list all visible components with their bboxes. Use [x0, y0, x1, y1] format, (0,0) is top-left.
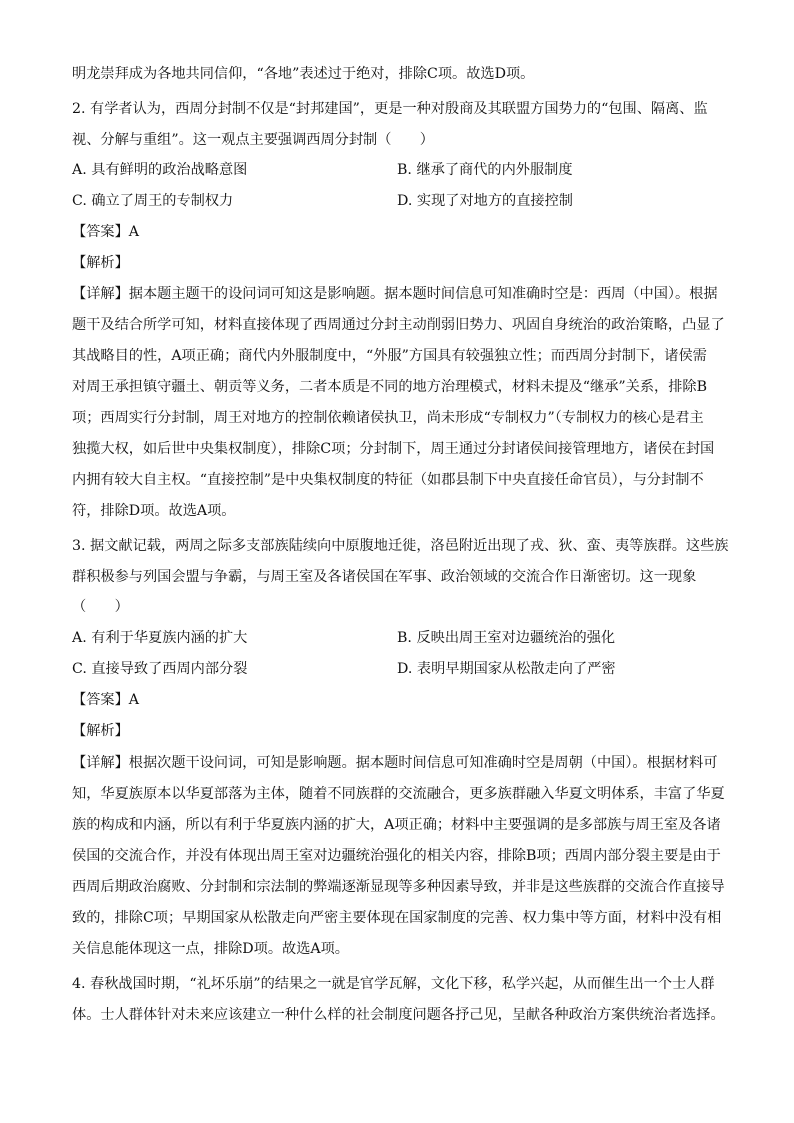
- q3-detail-line-3: 族的构成和内涵，所以有利于华夏族内涵的扩大，A项正确；材料中主要强调的是多部族与周王室及各诸: [72, 817, 721, 833]
- q3-stem-line-2: 群积极参与列国会盟与争霸，与周王室及各诸侯国在军事、政治领域的交流合作日渐密切。这一现象: [72, 569, 697, 585]
- q2-detail-line-7: 内拥有较大自主权。“直接控制”是中央集权制度的特征（如郡县制下中央直接任命官员），与分封制不: [72, 472, 704, 488]
- q2-detail-line-4: 对周王承担镇守疆土、朝贡等义务，二者本质是不同的地方治理模式，材料未提及“继承”关系，排除B: [72, 379, 707, 395]
- q3-option-b: B. 反映出周王室对边疆统治的强化: [397, 630, 616, 646]
- q3-analysis-label: 【解析】: [72, 723, 129, 739]
- q4-stem-line-1: 4. 春秋战国时期，“礼坏乐崩”的结果之一就是官学瓦解，文化下移，私学兴起，从而催生出一个士人群: [72, 976, 715, 992]
- q3-detail-line-7: 关信息能体现这一点，排除D项。故选A项。: [72, 941, 349, 957]
- q3-option-d: D. 表明早期国家从松散走向了严密: [397, 661, 616, 677]
- q2-detail-line-6: 独揽大权，如后世中央集权制度），排除C项；分封制下，周王通过分封诸侯间接管理地方，诸侯在封国: [72, 441, 715, 457]
- q2-option-b: B. 继承了商代的内外服制度: [397, 162, 573, 178]
- q3-option-a: A. 有利于华夏族内涵的扩大: [72, 630, 248, 646]
- q2-answer: 【答案】A: [72, 224, 139, 240]
- q3-stem-line-3: （ ）: [72, 599, 129, 615]
- q2-detail-line-2: 题干及结合所学可知，材料直接体现了西周通过分封主动削弱旧势力、巩固自身统治的政治策略，凸显了: [72, 317, 725, 333]
- q2-option-c: C. 确立了周王的专制权力: [72, 193, 234, 209]
- q2-option-a: A. 具有鲜明的政治战略意图: [72, 162, 248, 178]
- q3-detail-line-2: 知，华夏族原本以华夏部落为主体，随着不同族群的交流融合，更多族群融入华夏文明体系，丰富了华夏: [72, 786, 725, 802]
- q1-analysis-tail: 明龙崇拜成为各地共同信仰，“各地”表述过于绝对，排除C项。故选D项。: [72, 66, 535, 82]
- q2-stem-line-1: 2. 有学者认为，西周分封制不仅是“封邦建国”，更是一种对殷商及其联盟方国势力的“包围、隔离、监: [72, 101, 708, 117]
- q3-answer: 【答案】A: [72, 692, 139, 708]
- q3-detail-line-4: 侯国的交流合作，并没有体现出周王室对边疆统治强化的相关内容，排除B项；西周内部分裂主要是由于: [72, 848, 721, 864]
- q2-analysis-label: 【解析】: [72, 255, 129, 271]
- q3-detail-line-5: 西周后期政治腐败、分封制和宗法制的弊端逐渐显现等多种因素导致，并非是这些族群的交流合作直接导: [72, 879, 725, 895]
- q2-detail-line-8: 符，排除D项。故选A项。: [72, 503, 236, 519]
- q2-option-d: D. 实现了对地方的直接控制: [397, 193, 573, 209]
- q2-detail-line-3: 其战略目的性，A项正确；商代内外服制度中，“外服”方国具有较强独立性；而西周分封制下，诸侯需: [72, 348, 707, 364]
- q3-detail-line-6: 致的，排除C项；早期国家从松散走向严密主要体现在国家制度的完善、权力集中等方面，材料中没有相: [72, 910, 722, 926]
- q4-stem-line-2: 体。士人群体针对未来应该建立一种什么样的社会制度问题各抒己见，呈献各种政治方案供统治者选择。: [72, 1007, 725, 1023]
- q3-option-c: C. 直接导致了西周内部分裂: [72, 661, 248, 677]
- q2-stem-line-2: 视、分解与重组”。这一观点主要强调西周分封制（ ）: [72, 132, 434, 148]
- q2-detail-line-5: 项；西周实行分封制，周王对地方的控制依赖诸侯执卫，尚未形成“专制权力”（专制权力的核心是君主: [72, 410, 704, 426]
- q3-detail-line-1: 【详解】根据次题干设问词，可知是影响题。据本题时间信息可知准确时空是周朝（中国）。根据材料可: [72, 755, 718, 771]
- q3-stem-line-1: 3. 据文献记载，两周之际多支部族陆续向中原腹地迁徙，洛邑附近出现了戎、狄、蛮、夷等族群。这些族: [72, 538, 729, 554]
- q2-detail-line-1: 【详解】据本题主题干的设问词可知这是影响题。据本题时间信息可知准确时空是：西周（中国）。根据: [72, 286, 718, 302]
